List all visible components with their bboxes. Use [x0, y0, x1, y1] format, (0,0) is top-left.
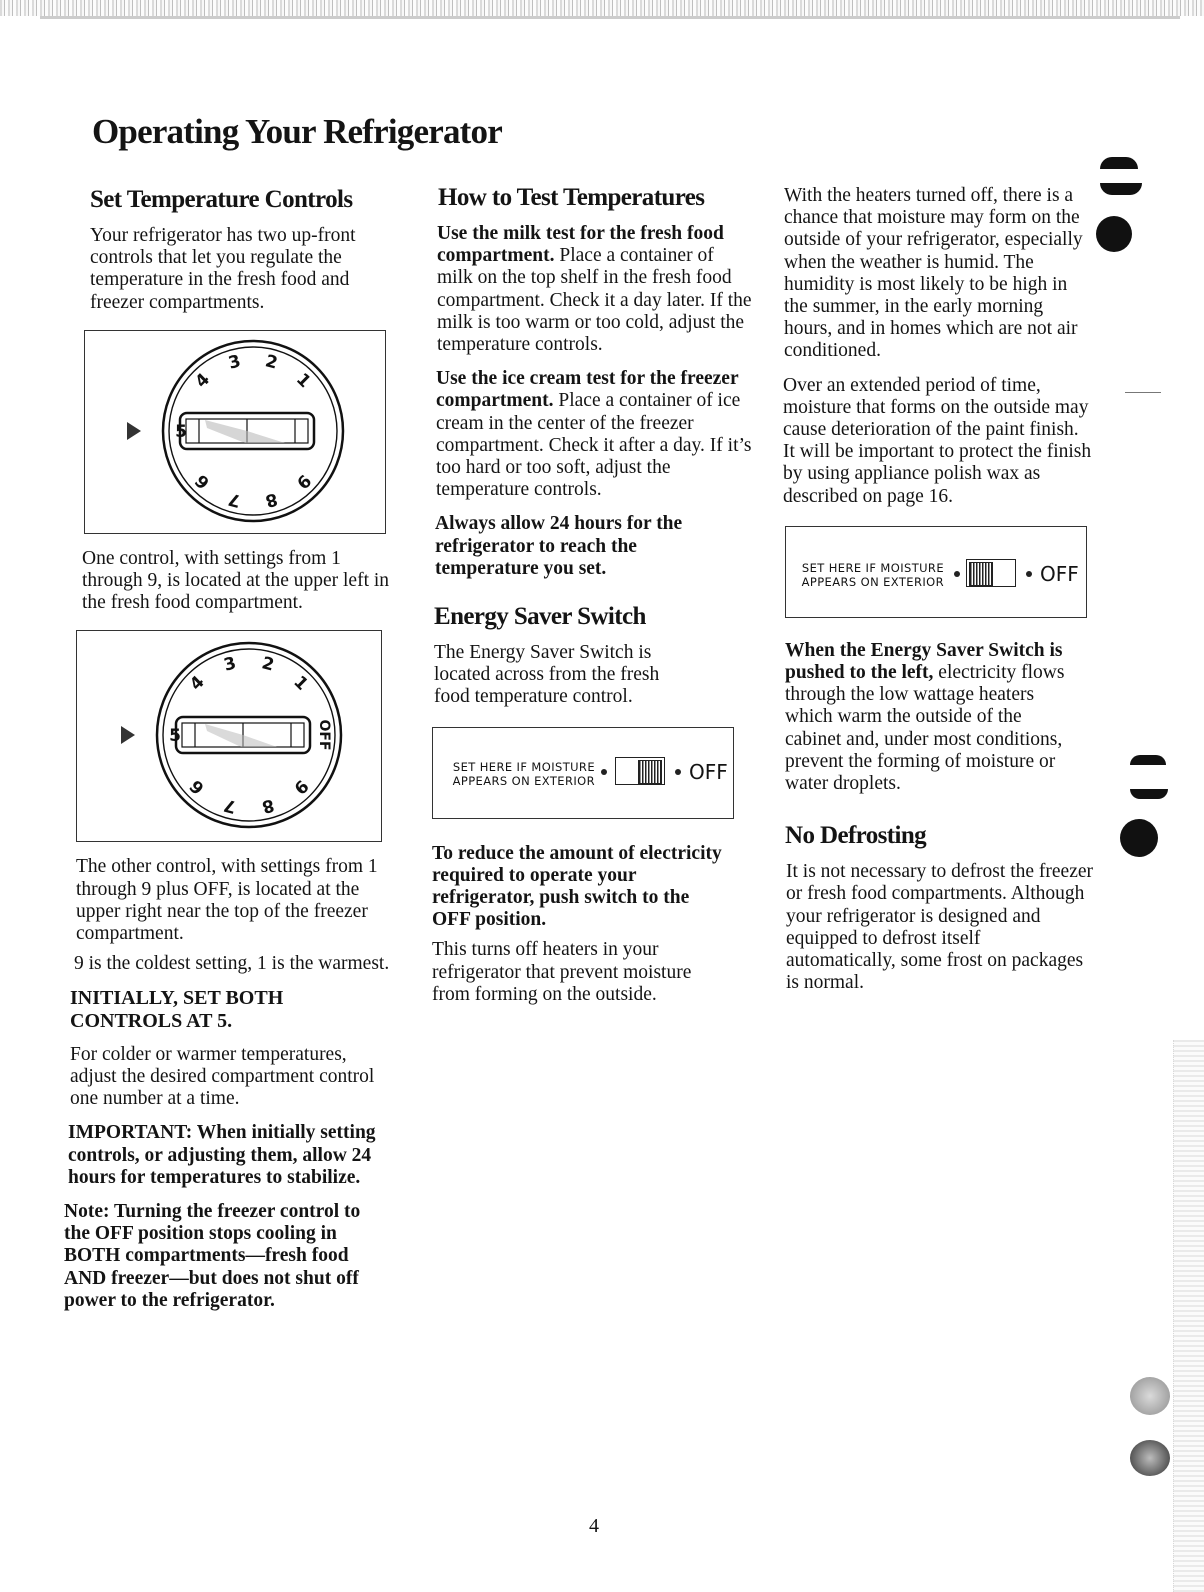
- energy-saver-intro: The Energy Saver Switch is located across from the fresh food temperature control.: [434, 642, 660, 708]
- switch-left-paragraph: [785, 640, 1070, 795]
- fresh-food-dial: [85, 331, 385, 533]
- dial-number-9: 9: [289, 775, 312, 799]
- page-title: Operating Your Refrigerator: [92, 112, 502, 151]
- switch-left-lead: When the Energy Saver Switch is pushed to the left,: [785, 639, 1063, 684]
- binder-hole-icon: [1096, 216, 1132, 252]
- switch-label: SET HERE IF MOISTURE APPEARS ON EXTERIOR: [801, 560, 944, 589]
- binder-hole-top-half-icon: [1100, 157, 1138, 169]
- dial-number-4: 4: [191, 369, 215, 392]
- fresh-control-caption: One control, with settings from 1 through 9, is located at the upper left in the fresh food compartment.: [82, 547, 390, 614]
- milk-test-body: Place a container of milk on the top shelf in the fresh food compartment. Check it a day later. If the milk is too warm or too cold, adjust the temperature controls.: [437, 245, 752, 356]
- energy-saver-switch[interactable]: [966, 559, 1016, 587]
- milk-test-lead: Use the milk test for the fresh food compartment.: [437, 223, 724, 267]
- pointer-arrow-icon: [121, 726, 135, 744]
- column-test-temperatures: [432, 183, 752, 1006]
- dial-number-5: 5: [169, 726, 181, 747]
- intro-paragraph: Your refrigerator has two up-front controls that let you regulate the temperature in the fresh food and freezer compartments.: [90, 225, 356, 313]
- dial-number-2: 2: [263, 351, 280, 374]
- dial-number-1: 1: [291, 369, 315, 392]
- dial-number-2: 2: [259, 653, 277, 677]
- moisture-position-dot: [601, 769, 607, 775]
- energy-saver-switch-figure-on: [785, 526, 1087, 618]
- moisture-chance-paragraph: With the heaters turned off, there is a chance that moisture may form on the outside of your refrigerator, especially when the weather is humid. The humidity is most likely to be high in the summer, in the early morning hours, and in homes which are not air conditioned.: [784, 185, 1083, 362]
- switch-off-label: OFF: [1040, 561, 1079, 586]
- switch-off-label: OFF: [689, 759, 728, 784]
- page-number: 4: [589, 1515, 599, 1537]
- allow-24-hours-note: Always allow 24 hours for the refrigerator to reach the temperature you set.: [435, 513, 683, 579]
- reduce-electricity-instruction: To reduce the amount of electricity required to operate your refrigerator, push switch to the OFF position.: [432, 842, 722, 931]
- off-position-dot: [675, 769, 681, 775]
- dial-number-8: 8: [263, 488, 280, 511]
- section-heading-energy-saver: Energy Saver Switch: [434, 603, 646, 631]
- scan-artifact-line: [40, 16, 1180, 19]
- freezer-dial-figure: [76, 630, 382, 842]
- dial-off-label: OFF: [316, 719, 332, 751]
- section-heading-set-temperature: Set Temperature Controls: [90, 186, 353, 213]
- dial-number-3: 3: [226, 351, 243, 374]
- ice-cream-test-body: Place a container of ice cream in the center of the freezer compartment. Check it after a day. If it’s too hard or too soft, adjust the temperature controls.: [436, 390, 752, 501]
- binder-hole-icon: [1130, 1440, 1170, 1476]
- column-set-temperature: [64, 185, 392, 1312]
- binder-hole-bottom-half-icon: [1130, 789, 1168, 799]
- ice-cream-test-lead: Use the ice cream test for the freezer compartment.: [436, 368, 739, 412]
- margin-tick: [1125, 392, 1161, 393]
- binder-hole-bottom-half-icon: [1100, 183, 1142, 195]
- pointer-arrow-icon: [127, 422, 141, 440]
- moisture-position-dot: [954, 571, 960, 577]
- freezer-control-caption: The other control, with settings from 1 through 9 plus OFF, is located at the upper right near the top of the freezer compartment.: [76, 856, 378, 945]
- dial-number-8: 8: [259, 794, 277, 818]
- switch-left-body: electricity flows through the low wattage heaters which warm the outside of the cabinet and, under most conditions, prevent the forming of moisture or water droplets.: [785, 662, 1065, 795]
- dial-number-6: 6: [186, 775, 209, 799]
- scan-artifact-right-edge: [1173, 1040, 1204, 1592]
- freezer-dial: [77, 631, 381, 841]
- section-heading-no-defrosting: No Defrosting: [785, 822, 927, 850]
- scan-artifact-top: [0, 0, 1204, 16]
- heaters-off-explanation: This turns off heaters in your refrigerator that prevent moisture from forming on the outside.: [432, 939, 692, 1005]
- section-heading-test-temperatures: How to Test Temperatures: [438, 184, 705, 211]
- energy-saver-switch-figure-off: [432, 727, 734, 819]
- binder-hole-top-half-icon: [1130, 755, 1166, 765]
- milk-test-paragraph: [437, 223, 752, 356]
- dial-number-7: 7: [221, 794, 239, 818]
- range-note: 9 is the coldest setting, 1 is the warmest.: [74, 953, 390, 975]
- column-energy-saver-continued: [783, 185, 1093, 994]
- adjust-paragraph: For colder or warmer temperatures, adjust the desired compartment control one number at a time.: [70, 1043, 375, 1110]
- dial-number-9: 9: [291, 469, 315, 493]
- dial-number-3: 3: [221, 653, 239, 677]
- dial-number-1: 1: [289, 672, 312, 696]
- fresh-food-dial-figure: [84, 330, 386, 534]
- no-defrosting-paragraph: It is not necessary to defrost the freezer or fresh food compartments. Although your refrigerator is designed and equipped to defrost itself automatically, some frost on packages is normal.: [786, 861, 1093, 994]
- off-position-dot: [1026, 571, 1032, 577]
- initially-instruction: INITIALLY, SET BOTH CONTROLS AT 5.: [70, 987, 284, 1032]
- binder-hole-icon: [1120, 819, 1158, 857]
- dial-number-4: 4: [186, 672, 209, 696]
- ice-cream-test-paragraph: [436, 368, 752, 501]
- dial-number-5: 5: [175, 421, 187, 442]
- switch-knob[interactable]: [969, 562, 993, 586]
- freezer-off-note: Note: Turning the freezer control to the OFF position stops cooling in BOTH compartments—fresh food AND freezer—but does not shut off power to the refrigerator.: [64, 1201, 361, 1311]
- binder-hole-icon: [1130, 1377, 1170, 1415]
- energy-saver-switch[interactable]: [615, 757, 665, 785]
- dial-number-7: 7: [226, 488, 243, 511]
- dial-number-6: 6: [191, 469, 215, 493]
- switch-label: SET HERE IF MOISTURE APPEARS ON EXTERIOR: [452, 759, 595, 788]
- switch-knob[interactable]: [638, 760, 662, 784]
- important-note: IMPORTANT: When initially setting controls, or adjusting them, allow 24 hours for temperatures to stabilize.: [68, 1122, 376, 1188]
- paint-deterioration-paragraph: Over an extended period of time, moisture that forms on the outside may cause deterioration of the paint finish. It will be important to protect the finish by using appliance polish wax as described on page 16.: [783, 374, 1092, 507]
